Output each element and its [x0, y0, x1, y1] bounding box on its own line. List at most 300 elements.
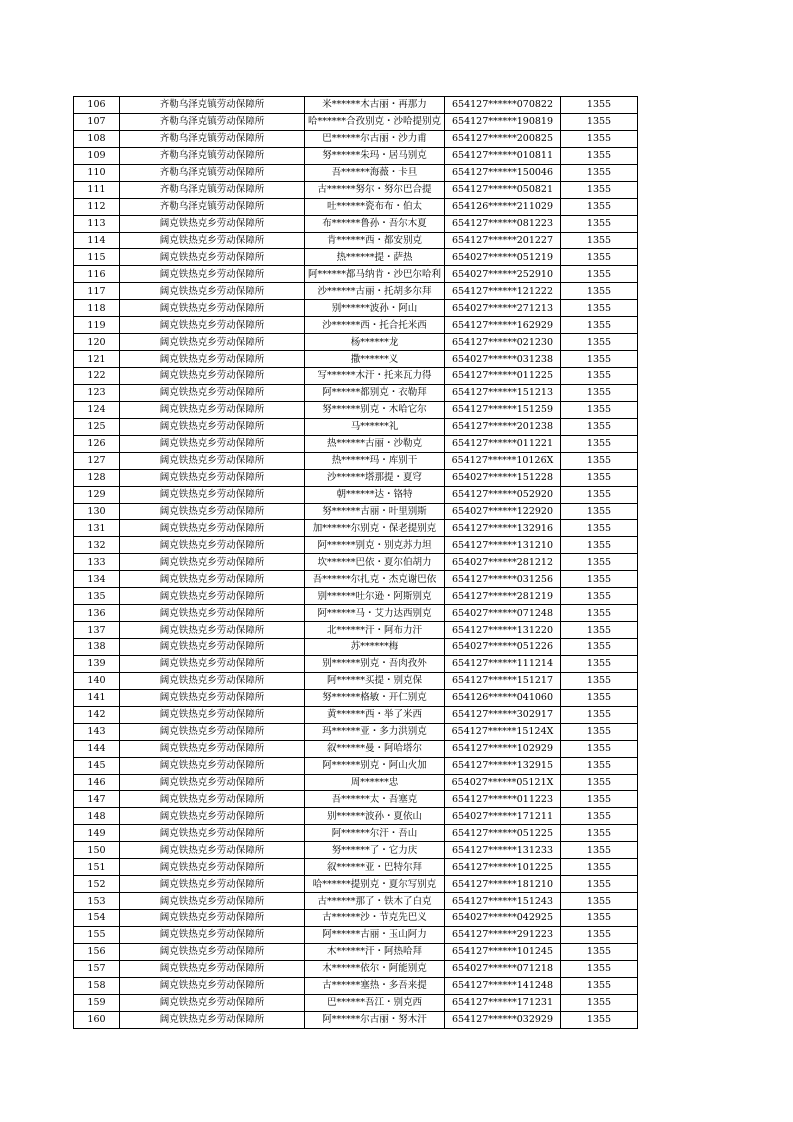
id-number-cell: 654126******211029 [445, 198, 561, 215]
table-row [74, 249, 638, 266]
name-cell: 吐******瓷布布・伯太 [305, 198, 445, 215]
id-number-cell: 654027******122920 [445, 503, 561, 520]
row-number-cell: 157 [74, 960, 120, 977]
row-number-cell: 137 [74, 622, 120, 639]
table-row [74, 181, 638, 198]
name-cell: 阿******都马纳肯・沙巴尔哈利 [305, 266, 445, 283]
amount-cell: 1355 [561, 689, 638, 706]
id-number-cell: 654127******070822 [445, 97, 561, 114]
name-cell: 阿******别克・阿山火加 [305, 757, 445, 774]
office-cell: 阔克铁热克乡劳动保障所 [120, 249, 305, 266]
amount-cell: 1355 [561, 943, 638, 960]
amount-cell: 1355 [561, 994, 638, 1011]
amount-cell: 1355 [561, 740, 638, 757]
id-number-cell: 654027******252910 [445, 266, 561, 283]
name-cell: 古******沙・节克先巴义 [305, 910, 445, 927]
id-number-cell: 654027******281212 [445, 554, 561, 571]
table-row [74, 300, 638, 317]
table-row [74, 655, 638, 672]
id-number-cell: 654027******071218 [445, 960, 561, 977]
name-cell: 周******忠 [305, 774, 445, 791]
name-cell: 马******礼 [305, 418, 445, 435]
name-cell: 阿******古丽・玉山阿力 [305, 926, 445, 943]
name-cell: 黄******西・举了米西 [305, 706, 445, 723]
office-cell: 齐勒乌泽克镇劳动保障所 [120, 113, 305, 130]
amount-cell: 1355 [561, 706, 638, 723]
amount-cell: 1355 [561, 198, 638, 215]
name-cell: 努******格敏・开仁别克 [305, 689, 445, 706]
id-number-cell: 654127******111214 [445, 655, 561, 672]
office-cell: 齐勒乌泽克镇劳动保障所 [120, 181, 305, 198]
id-number-cell: 654127******162929 [445, 317, 561, 334]
row-number-cell: 142 [74, 706, 120, 723]
row-number-cell: 154 [74, 910, 120, 927]
table-row [74, 926, 638, 943]
office-cell: 阔克铁热克乡劳动保障所 [120, 283, 305, 300]
row-number-cell: 146 [74, 774, 120, 791]
row-number-cell: 160 [74, 1011, 120, 1028]
amount-cell: 1355 [561, 893, 638, 910]
table-row [74, 723, 638, 740]
amount-cell: 1355 [561, 910, 638, 927]
amount-cell: 1355 [561, 977, 638, 994]
table-row [74, 859, 638, 876]
row-number-cell: 158 [74, 977, 120, 994]
id-number-cell: 654027******271213 [445, 300, 561, 317]
table-row [74, 639, 638, 656]
row-number-cell: 134 [74, 571, 120, 588]
id-number-cell: 654127******021230 [445, 334, 561, 351]
amount-cell: 1355 [561, 283, 638, 300]
table-row [74, 588, 638, 605]
id-number-cell: 654127******011223 [445, 791, 561, 808]
table-row [74, 791, 638, 808]
name-cell: 撒******义 [305, 351, 445, 368]
id-number-cell: 654126******041060 [445, 689, 561, 706]
office-cell: 阔克铁热克乡劳动保障所 [120, 469, 305, 486]
table-row [74, 486, 638, 503]
table-row [74, 825, 638, 842]
name-cell: 热******提・萨热 [305, 249, 445, 266]
row-number-cell: 155 [74, 926, 120, 943]
office-cell: 齐勒乌泽克镇劳动保障所 [120, 130, 305, 147]
table-row [74, 672, 638, 689]
office-cell: 阔克铁热克乡劳动保障所 [120, 401, 305, 418]
amount-cell: 1355 [561, 401, 638, 418]
office-cell: 阔克铁热克乡劳动保障所 [120, 859, 305, 876]
id-number-cell: 654127******031256 [445, 571, 561, 588]
row-number-cell: 111 [74, 181, 120, 198]
name-cell: 布******鲁孙・吾尔木夏 [305, 215, 445, 232]
id-number-cell: 654127******150046 [445, 164, 561, 181]
id-number-cell: 654127******051225 [445, 825, 561, 842]
row-number-cell: 123 [74, 384, 120, 401]
table-row [74, 334, 638, 351]
amount-cell: 1355 [561, 317, 638, 334]
table-row [74, 605, 638, 622]
row-number-cell: 138 [74, 639, 120, 656]
row-number-cell: 150 [74, 842, 120, 859]
table-row [74, 113, 638, 130]
table-row [74, 774, 638, 791]
row-number-cell: 151 [74, 859, 120, 876]
name-cell: 叙******曼・阿哈塔尔 [305, 740, 445, 757]
office-cell: 阔克铁热克乡劳动保障所 [120, 723, 305, 740]
office-cell: 齐勒乌泽克镇劳动保障所 [120, 198, 305, 215]
row-number-cell: 133 [74, 554, 120, 571]
office-cell: 阔克铁热克乡劳动保障所 [120, 740, 305, 757]
name-cell: 坎******巴依・夏尔伯胡力 [305, 554, 445, 571]
name-cell: 加******尔别克・保老提别克 [305, 520, 445, 537]
row-number-cell: 114 [74, 232, 120, 249]
name-cell: 努******古丽・叶里别斯 [305, 503, 445, 520]
name-cell: 别******波孙・阿山 [305, 300, 445, 317]
office-cell: 阔克铁热克乡劳动保障所 [120, 588, 305, 605]
amount-cell: 1355 [561, 825, 638, 842]
row-number-cell: 116 [74, 266, 120, 283]
office-cell: 阔克铁热克乡劳动保障所 [120, 537, 305, 554]
name-cell: 努******了・它力庆 [305, 842, 445, 859]
id-number-cell: 654127******190819 [445, 113, 561, 130]
table-row [74, 232, 638, 249]
row-number-cell: 135 [74, 588, 120, 605]
amount-cell: 1355 [561, 926, 638, 943]
name-cell: 肯******西・都安别克 [305, 232, 445, 249]
table-row [74, 351, 638, 368]
table-row [74, 1011, 638, 1028]
id-number-cell: 654127******181210 [445, 876, 561, 893]
row-number-cell: 130 [74, 503, 120, 520]
id-number-cell: 654127******050821 [445, 181, 561, 198]
row-number-cell: 139 [74, 655, 120, 672]
id-number-cell: 654127******081223 [445, 215, 561, 232]
data-table [73, 96, 638, 1029]
office-cell: 阔克铁热克乡劳动保障所 [120, 689, 305, 706]
table-row [74, 689, 638, 706]
id-number-cell: 654127******15124X [445, 723, 561, 740]
row-number-cell: 107 [74, 113, 120, 130]
amount-cell: 1355 [561, 723, 638, 740]
office-cell: 阔克铁热克乡劳动保障所 [120, 960, 305, 977]
amount-cell: 1355 [561, 351, 638, 368]
name-cell: 沙******塔那提・夏穹 [305, 469, 445, 486]
id-number-cell: 654127******131233 [445, 842, 561, 859]
row-number-cell: 148 [74, 808, 120, 825]
amount-cell: 1355 [561, 266, 638, 283]
office-cell: 阔克铁热克乡劳动保障所 [120, 571, 305, 588]
id-number-cell: 654127******201238 [445, 418, 561, 435]
name-cell: 阿******尔古丽・努木汗 [305, 1011, 445, 1028]
amount-cell: 1355 [561, 232, 638, 249]
table-row [74, 435, 638, 452]
table-row [74, 994, 638, 1011]
id-number-cell: 654127******132916 [445, 520, 561, 537]
row-number-cell: 117 [74, 283, 120, 300]
table-row [74, 130, 638, 147]
amount-cell: 1355 [561, 215, 638, 232]
row-number-cell: 145 [74, 757, 120, 774]
table-row [74, 384, 638, 401]
name-cell: 巴******尔古丽・沙力甫 [305, 130, 445, 147]
amount-cell: 1355 [561, 113, 638, 130]
row-number-cell: 115 [74, 249, 120, 266]
amount-cell: 1355 [561, 605, 638, 622]
name-cell: 古******那了・铁木了白克 [305, 893, 445, 910]
row-number-cell: 106 [74, 97, 120, 114]
office-cell: 阔克铁热克乡劳动保障所 [120, 232, 305, 249]
amount-cell: 1355 [561, 384, 638, 401]
row-number-cell: 147 [74, 791, 120, 808]
row-number-cell: 124 [74, 401, 120, 418]
office-cell: 阔克铁热克乡劳动保障所 [120, 351, 305, 368]
id-number-cell: 654127******052920 [445, 486, 561, 503]
id-number-cell: 654127******10126X [445, 452, 561, 469]
office-cell: 阔克铁热克乡劳动保障所 [120, 994, 305, 1011]
id-number-cell: 654127******281219 [445, 588, 561, 605]
amount-cell: 1355 [561, 537, 638, 554]
office-cell: 阔克铁热克乡劳动保障所 [120, 418, 305, 435]
amount-cell: 1355 [561, 418, 638, 435]
row-number-cell: 141 [74, 689, 120, 706]
table-row [74, 317, 638, 334]
amount-cell: 1355 [561, 486, 638, 503]
table-row [74, 943, 638, 960]
row-number-cell: 131 [74, 520, 120, 537]
name-cell: 吾******海薇・卡旦 [305, 164, 445, 181]
id-number-cell: 654027******071248 [445, 605, 561, 622]
id-number-cell: 654127******121222 [445, 283, 561, 300]
row-number-cell: 121 [74, 351, 120, 368]
id-number-cell: 654127******032929 [445, 1011, 561, 1028]
id-number-cell: 654127******011221 [445, 435, 561, 452]
table-row [74, 452, 638, 469]
id-number-cell: 654127******151217 [445, 672, 561, 689]
office-cell: 阔克铁热克乡劳动保障所 [120, 943, 305, 960]
office-cell: 阔克铁热克乡劳动保障所 [120, 791, 305, 808]
office-cell: 阔克铁热克乡劳动保障所 [120, 1011, 305, 1028]
row-number-cell: 110 [74, 164, 120, 181]
name-cell: 沙******古丽・托胡多尔拜 [305, 283, 445, 300]
id-number-cell: 654127******010811 [445, 147, 561, 164]
table-row [74, 164, 638, 181]
id-number-cell: 654127******102929 [445, 740, 561, 757]
office-cell: 阔克铁热克乡劳动保障所 [120, 435, 305, 452]
office-cell: 阔克铁热克乡劳动保障所 [120, 452, 305, 469]
office-cell: 阔克铁热克乡劳动保障所 [120, 926, 305, 943]
row-number-cell: 109 [74, 147, 120, 164]
row-number-cell: 113 [74, 215, 120, 232]
table-row [74, 368, 638, 385]
name-cell: 吾******太・吾塞克 [305, 791, 445, 808]
office-cell: 阔克铁热克乡劳动保障所 [120, 520, 305, 537]
office-cell: 阔克铁热克乡劳动保障所 [120, 334, 305, 351]
row-number-cell: 120 [74, 334, 120, 351]
office-cell: 阔克铁热克乡劳动保障所 [120, 639, 305, 656]
row-number-cell: 118 [74, 300, 120, 317]
table-row [74, 893, 638, 910]
table-row [74, 147, 638, 164]
id-number-cell: 654127******131210 [445, 537, 561, 554]
row-number-cell: 122 [74, 368, 120, 385]
table-row [74, 469, 638, 486]
name-cell: 杨******龙 [305, 334, 445, 351]
table-body [74, 97, 638, 1029]
amount-cell: 1355 [561, 249, 638, 266]
office-cell: 阔克铁热克乡劳动保障所 [120, 215, 305, 232]
amount-cell: 1355 [561, 554, 638, 571]
amount-cell: 1355 [561, 808, 638, 825]
row-number-cell: 127 [74, 452, 120, 469]
amount-cell: 1355 [561, 520, 638, 537]
office-cell: 阔克铁热克乡劳动保障所 [120, 910, 305, 927]
name-cell: 北******汗・阿布力汗 [305, 622, 445, 639]
office-cell: 阔克铁热克乡劳动保障所 [120, 384, 305, 401]
amount-cell: 1355 [561, 469, 638, 486]
amount-cell: 1355 [561, 147, 638, 164]
table-row [74, 520, 638, 537]
id-number-cell: 654127******101245 [445, 943, 561, 960]
office-cell: 阔克铁热克乡劳动保障所 [120, 842, 305, 859]
id-number-cell: 654127******200825 [445, 130, 561, 147]
name-cell: 别******吐尔逊・阿斯别克 [305, 588, 445, 605]
office-cell: 阔克铁热克乡劳动保障所 [120, 605, 305, 622]
name-cell: 古******塞热・多吾来提 [305, 977, 445, 994]
amount-cell: 1355 [561, 300, 638, 317]
amount-cell: 1355 [561, 672, 638, 689]
name-cell: 米******木古丽・再那力 [305, 97, 445, 114]
table-row [74, 622, 638, 639]
amount-cell: 1355 [561, 859, 638, 876]
id-number-cell: 654127******151259 [445, 401, 561, 418]
id-number-cell: 654027******151228 [445, 469, 561, 486]
table-row [74, 977, 638, 994]
row-number-cell: 149 [74, 825, 120, 842]
row-number-cell: 153 [74, 893, 120, 910]
row-number-cell: 129 [74, 486, 120, 503]
amount-cell: 1355 [561, 368, 638, 385]
amount-cell: 1355 [561, 452, 638, 469]
table-row [74, 537, 638, 554]
amount-cell: 1355 [561, 588, 638, 605]
name-cell: 木******依尔・阿能别克 [305, 960, 445, 977]
row-number-cell: 156 [74, 943, 120, 960]
name-cell: 阿******尔汗・吾山 [305, 825, 445, 842]
name-cell: 木******汗・阿热哈拜 [305, 943, 445, 960]
id-number-cell: 654027******171211 [445, 808, 561, 825]
id-number-cell: 654027******05121X [445, 774, 561, 791]
name-cell: 热******古丽・沙勒克 [305, 435, 445, 452]
row-number-cell: 126 [74, 435, 120, 452]
amount-cell: 1355 [561, 503, 638, 520]
id-number-cell: 654127******011225 [445, 368, 561, 385]
id-number-cell: 654127******151213 [445, 384, 561, 401]
office-cell: 阔克铁热克乡劳动保障所 [120, 300, 305, 317]
table-row [74, 706, 638, 723]
table-row [74, 418, 638, 435]
office-cell: 阔克铁热克乡劳动保障所 [120, 977, 305, 994]
amount-cell: 1355 [561, 435, 638, 452]
office-cell: 阔克铁热克乡劳动保障所 [120, 503, 305, 520]
name-cell: 阿******都别克・衣勒拜 [305, 384, 445, 401]
amount-cell: 1355 [561, 876, 638, 893]
id-number-cell: 654127******171231 [445, 994, 561, 1011]
id-number-cell: 654127******291223 [445, 926, 561, 943]
row-number-cell: 128 [74, 469, 120, 486]
name-cell: 苏******梅 [305, 639, 445, 656]
id-number-cell: 654027******042925 [445, 910, 561, 927]
id-number-cell: 654127******131220 [445, 622, 561, 639]
name-cell: 哈******合孜别克・沙哈提别克 [305, 113, 445, 130]
row-number-cell: 136 [74, 605, 120, 622]
office-cell: 阔克铁热克乡劳动保障所 [120, 893, 305, 910]
amount-cell: 1355 [561, 655, 638, 672]
name-cell: 古******努尔・努尔巴合提 [305, 181, 445, 198]
office-cell: 阔克铁热克乡劳动保障所 [120, 706, 305, 723]
table-row [74, 97, 638, 114]
row-number-cell: 108 [74, 130, 120, 147]
table-row [74, 198, 638, 215]
table-row [74, 266, 638, 283]
amount-cell: 1355 [561, 639, 638, 656]
id-number-cell: 654127******151243 [445, 893, 561, 910]
name-cell: 努******别克・木哈它尔 [305, 401, 445, 418]
amount-cell: 1355 [561, 181, 638, 198]
office-cell: 阔克铁热克乡劳动保障所 [120, 622, 305, 639]
table-row [74, 571, 638, 588]
id-number-cell: 654027******031238 [445, 351, 561, 368]
amount-cell: 1355 [561, 1011, 638, 1028]
amount-cell: 1355 [561, 622, 638, 639]
table-row [74, 503, 638, 520]
amount-cell: 1355 [561, 757, 638, 774]
table-row [74, 910, 638, 927]
row-number-cell: 132 [74, 537, 120, 554]
id-number-cell: 654127******141248 [445, 977, 561, 994]
office-cell: 阔克铁热克乡劳动保障所 [120, 266, 305, 283]
office-cell: 阔克铁热克乡劳动保障所 [120, 655, 305, 672]
name-cell: 叙******亚・巴特尔拜 [305, 859, 445, 876]
name-cell: 吾******尔扎克・杰克谢巴依 [305, 571, 445, 588]
amount-cell: 1355 [561, 97, 638, 114]
name-cell: 别******波孙・夏依山 [305, 808, 445, 825]
table-row [74, 740, 638, 757]
row-number-cell: 125 [74, 418, 120, 435]
office-cell: 阔克铁热克乡劳动保障所 [120, 672, 305, 689]
name-cell: 巴******吾江・别克西 [305, 994, 445, 1011]
office-cell: 阔克铁热克乡劳动保障所 [120, 486, 305, 503]
amount-cell: 1355 [561, 130, 638, 147]
table-row [74, 554, 638, 571]
amount-cell: 1355 [561, 842, 638, 859]
office-cell: 阔克铁热克乡劳动保障所 [120, 774, 305, 791]
amount-cell: 1355 [561, 334, 638, 351]
name-cell: 阿******买提・别克保 [305, 672, 445, 689]
table-row [74, 808, 638, 825]
row-number-cell: 159 [74, 994, 120, 1011]
row-number-cell: 144 [74, 740, 120, 757]
amount-cell: 1355 [561, 960, 638, 977]
office-cell: 阔克铁热克乡劳动保障所 [120, 554, 305, 571]
name-cell: 沙******西・托合托米西 [305, 317, 445, 334]
office-cell: 齐勒乌泽克镇劳动保障所 [120, 164, 305, 181]
row-number-cell: 140 [74, 672, 120, 689]
name-cell: 别******别克・吾肉孜外 [305, 655, 445, 672]
id-number-cell: 654127******201227 [445, 232, 561, 249]
name-cell: 热******玛・库别干 [305, 452, 445, 469]
office-cell: 阔克铁热克乡劳动保障所 [120, 757, 305, 774]
office-cell: 齐勒乌泽克镇劳动保障所 [120, 97, 305, 114]
office-cell: 阔克铁热克乡劳动保障所 [120, 317, 305, 334]
